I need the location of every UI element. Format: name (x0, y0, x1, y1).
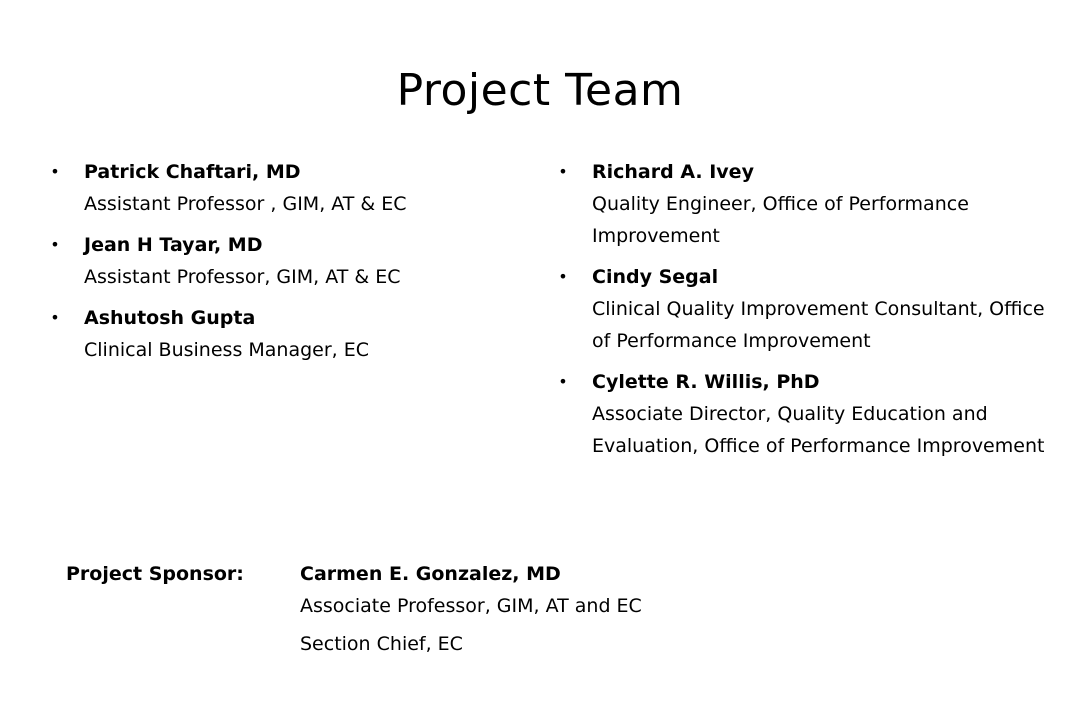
team-list-right (556, 156, 1056, 471)
team-member (556, 156, 1056, 252)
member-role: Clinical Quality Improvement Consultant, Office of Performance Improvement (592, 298, 1045, 352)
team-member (48, 229, 518, 293)
sponsor-role: Associate Professor, GIM, AT and EC (300, 595, 642, 617)
team-member (556, 261, 1056, 357)
sponsor-label: Project Sponsor: (66, 563, 244, 585)
member-role: Assistant Professor, GIM, AT & EC (84, 266, 401, 288)
team-member (48, 156, 518, 220)
bullet-icon: • (50, 162, 60, 181)
member-role: Assistant Professor , GIM, AT & EC (84, 193, 407, 215)
member-name: Jean H Tayar, MD (84, 234, 263, 256)
bullet-icon: • (558, 162, 568, 181)
team-member (48, 302, 518, 366)
bullet-icon: • (558, 267, 568, 286)
member-role: Quality Engineer, Office of Performance Improvement (592, 193, 969, 247)
bullet-icon: • (558, 372, 568, 391)
sponsor-extra-role: Section Chief, EC (300, 633, 463, 655)
member-name: Patrick Chaftari, MD (84, 161, 301, 183)
team-list-left (48, 156, 518, 375)
sponsor-details (300, 558, 1020, 660)
sponsor-name: Carmen E. Gonzalez, MD (300, 563, 561, 585)
member-name: Richard A. Ivey (592, 161, 754, 183)
member-role: Associate Director, Quality Education and Evaluation, Office of Performance Improvement (592, 403, 1045, 457)
bullet-icon: • (50, 308, 60, 327)
bullet-icon: • (50, 235, 60, 254)
member-role: Clinical Business Manager, EC (84, 339, 370, 361)
member-name: Cylette R. Willis, PhD (592, 371, 820, 393)
slide-title: Project Team (396, 65, 684, 117)
member-name: Cindy Segal (592, 266, 719, 288)
team-member (556, 366, 1056, 462)
member-name: Ashutosh Gupta (84, 307, 256, 329)
